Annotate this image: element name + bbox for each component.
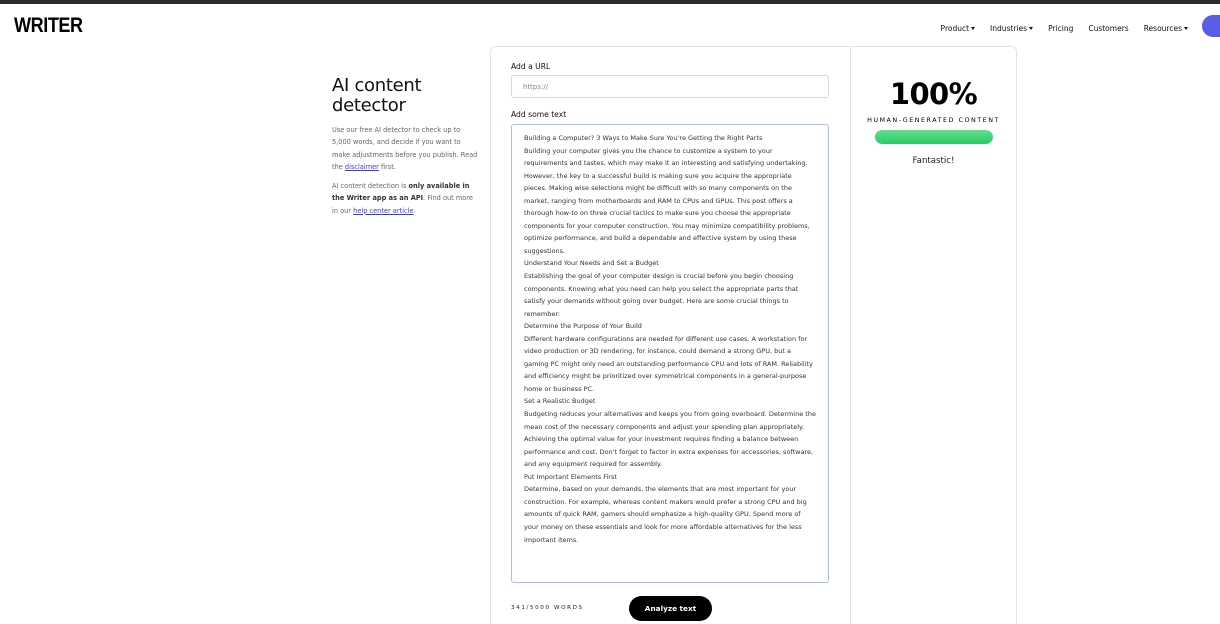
- help-center-link[interactable]: help center article: [353, 206, 414, 215]
- disclaimer-link[interactable]: disclaimer: [344, 162, 379, 171]
- nav-product[interactable]: Product: [941, 24, 975, 33]
- score-bar: [875, 130, 993, 144]
- chevron-down-icon: [971, 27, 975, 30]
- score-bar-fill: [875, 130, 993, 144]
- nav-resources[interactable]: Resources: [1144, 24, 1188, 33]
- writer-logo[interactable]: WRITER: [14, 14, 83, 37]
- chevron-down-icon: [1184, 27, 1188, 30]
- verdict-text: Fantastic!: [912, 156, 955, 166]
- content-textarea[interactable]: [511, 124, 829, 583]
- nav-industries[interactable]: Industries: [990, 24, 1033, 33]
- intro-section: [332, 76, 480, 217]
- url-label: Add a URL: [511, 62, 551, 71]
- main-nav: [926, 19, 1220, 37]
- nav-customers[interactable]: Customers: [1088, 23, 1129, 33]
- analyze-text-button[interactable]: Analyze text: [629, 596, 712, 621]
- nav-pricing[interactable]: Pricing: [1048, 23, 1074, 33]
- page-title: AI content detector: [332, 75, 422, 116]
- score-label: HUMAN-GENERATED CONTENT: [867, 116, 1000, 124]
- api-note: AI content detection is only available in the Writer app as an API. Find out more in our help center article.: [332, 182, 473, 215]
- chevron-down-icon: [1029, 27, 1033, 30]
- result-panel: [850, 46, 1017, 624]
- detector-form: [490, 46, 850, 624]
- text-label: Add some text: [511, 110, 567, 119]
- word-count: 341/5000 WORDS: [511, 605, 584, 611]
- intro-description: Use our free AI detector to check up to 5,000 words, and decide if you want to make adjustments before you publish. Read the disclaimer first.: [332, 126, 478, 171]
- url-input[interactable]: [511, 75, 829, 98]
- cta-button-partial[interactable]: [1202, 15, 1220, 37]
- score-value: 100%: [889, 77, 978, 111]
- top-border: [0, 0, 1220, 4]
